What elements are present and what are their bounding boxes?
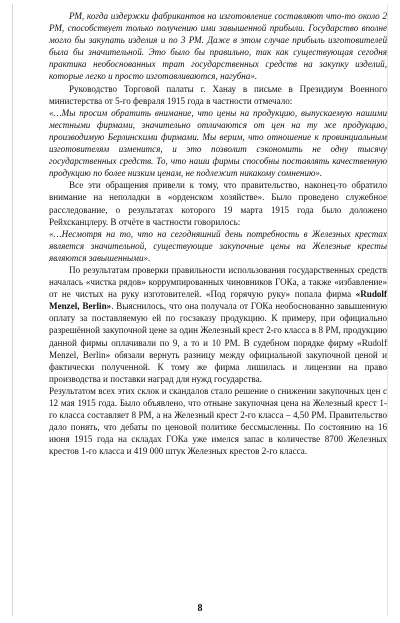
firm-name: «Rudolf Menzel, Berlin» [49,289,387,312]
paragraph-3-text-a: По результатам проверки правильности использования государственных средств началась «чистка рядов» коррумпированных чиновников ГОКа, а также «избавление» от не чистых на руку изготовителей. «Под горячую руку» попала фирма [49,264,387,300]
quote-paragraph-3: «…Несмотря на то, что на сегодняшний день потребность в Железных крестах является значительной, существующие закупочные цены на Железные кресты являются завышенными». [49,228,387,263]
paragraph-3 [49,264,387,385]
paragraph-2: Все эти обращения привели к тому, что правительство, наконец-то обратило внимание на неполадки в «орденском хозяйстве». Было проведено служебное расследование, о результатах которого 19 марта 1915 года было доложено Рейхсканцлеру. В отчёте в частности говорилось: [49,180,387,227]
document-body [49,10,387,457]
paragraph-1: Руководство Торговой палаты г. Ханау в письме в Президиум Военного министерства от 5-го февраля 1915 года в частности отмечало: [49,83,387,106]
quote-paragraph-1: РМ, когда издержки фабрикантов на изготовление составляют что-то около 2 РМ, способствует только получению ими завышенной прибыли. Государство вполне могло бы закупать изделия и по 3 РМ. Даже в этом случае прибыль изготовителей была бы значительной. Это было бы правильно, так как существующая сегодня практика необоснованных трат государственных средств на закупку изделий, которые легко и просто изготавливаются, нагубна». [49,11,387,82]
paragraph-4: Результатом всех этих склок и скандалов стало решение о снижении закупочных цен с 12 мая 1915 года. Было объявлено, что отныне закупочная цена на Железный крест 1-го класса составляет 8 РМ, а на Железный крест 2-го класса – 4,50 РМ. Правительство дало понять, что дебаты по ценовой политике бессмысленны. По состоянию на 16 июня 1915 года на складах ГОКа уже имелся запас в количестве 8700 Железных крестов 1-го класса и 419 000 штук Железных крестов 2-го класса. [49,385,387,457]
quote-paragraph-2: «…Мы просим обратить внимание, что цены на продукцию, выпускаемую нашими местными фирмами, значительно отличаются от цен на ту же продукцию, производимую Берлинскими фирмами. Мы верим, что отношение к провинциальным изготовителям изменится, и это позволит сэкономить не одну тысячу государственных средств. То, что наши фирмы способны поставлять качественную продукцию по более низким ценам, не подлежит никакому сомнению». [49,107,387,179]
page-number: 8 [197,603,203,614]
paragraph-3-text-b: . Выяснилось, что она получала от ГОКа необоснованно завышенную оплату за поставляемую ей по госзаказу продукцию. К примеру, при официально разрешённой закупочной цене за один Железный крест 2-го класса в 8 РМ, продукцию данной фирмы оплачивали по 9, а то и 10 РМ. В судебном порядке фирму «Rudolf Menzel, Berlin» обязали вернуть разницу между официальной закупочной ценой и фактически полученной. К тому же фирма лишилась и лицензии на право производства и поставки наград для нужд государства. [49,301,387,384]
